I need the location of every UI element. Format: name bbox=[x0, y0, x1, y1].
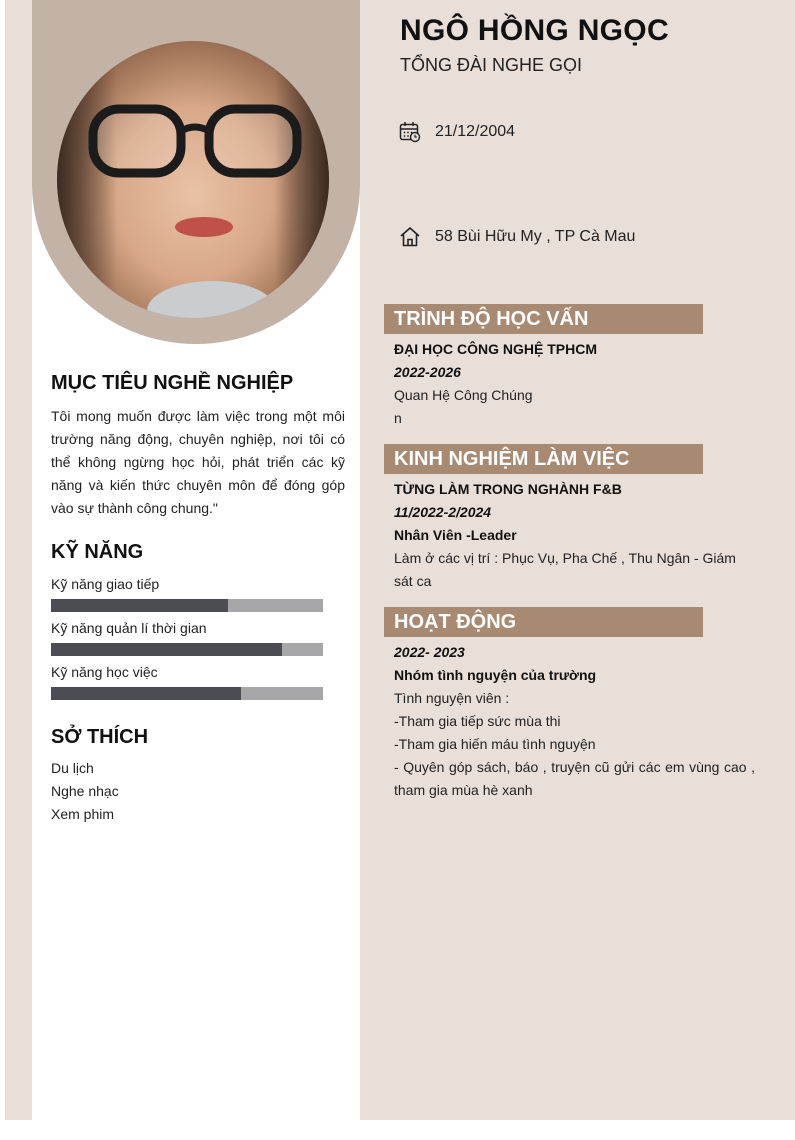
education-extra: n bbox=[394, 410, 402, 426]
skill-item bbox=[51, 662, 323, 700]
list-item: Xem phim bbox=[51, 806, 115, 822]
education-section bbox=[394, 338, 755, 430]
list-item: -Tham gia hiến máu tình nguyện bbox=[394, 736, 596, 752]
list-item: Nghe nhạc bbox=[51, 783, 119, 799]
skill-bar-fill bbox=[51, 599, 228, 612]
education-heading: TRÌNH ĐỘ HỌC VẤN bbox=[384, 304, 703, 334]
hobbies-list bbox=[51, 757, 345, 826]
list-item: Du lịch bbox=[51, 760, 94, 776]
skill-label: Kỹ năng quản lí thời gian bbox=[51, 620, 207, 636]
education-major: Quan Hệ Công Chúng bbox=[394, 387, 533, 403]
birthday-text: 21/12/2004 bbox=[435, 123, 516, 140]
objective-heading: MỤC TIÊU NGHỀ NGHIỆP bbox=[51, 372, 294, 394]
activities-organization: Nhóm tình nguyện của trường bbox=[394, 667, 597, 683]
home-icon bbox=[399, 226, 421, 248]
address-text: 58 Bùi Hữu My , TP Cà Mau bbox=[435, 228, 636, 245]
candidate-name: NGÔ HỒNG NGỌC bbox=[400, 14, 669, 47]
glasses-graphic bbox=[85, 103, 305, 179]
birthday-row bbox=[399, 121, 515, 143]
education-period: 2022-2026 bbox=[394, 364, 461, 380]
skill-bar bbox=[51, 687, 323, 700]
activities-section bbox=[394, 641, 755, 802]
activities-period: 2022- 2023 bbox=[394, 644, 465, 660]
skill-item bbox=[51, 574, 323, 612]
skill-label: Kỹ năng học việc bbox=[51, 664, 158, 680]
address-row bbox=[399, 226, 635, 248]
list-item: -Tham gia tiếp sức mùa thi bbox=[394, 713, 561, 729]
experience-description: Làm ở các vị trí : Phục Vụ, Pha Chế , Thu Ngân - Giám sát ca bbox=[394, 550, 736, 589]
calendar-icon bbox=[399, 121, 421, 143]
school-name: ĐẠI HỌC CÔNG NGHỆ TPHCM bbox=[394, 341, 597, 357]
experience-position: Nhân Viên -Leader bbox=[394, 527, 517, 543]
experience-period: 11/2022-2/2024 bbox=[394, 504, 492, 520]
objective-text: Tôi mong muốn được làm việc trong một môi trường năng động, chuyên nghiệp, nơi tôi có thể không ngừng học hỏi, phát triển các kỹ năng và kiến thức chuyên môn để đóng góp vào sự thành công chung." bbox=[51, 408, 345, 516]
skill-bar-fill bbox=[51, 643, 282, 656]
profile-photo bbox=[57, 41, 329, 318]
skill-item bbox=[51, 618, 323, 656]
skill-bar bbox=[51, 599, 323, 612]
experience-heading: KINH NGHIỆM LÀM VIỆC bbox=[384, 444, 703, 474]
skills-heading: KỸ NĂNG bbox=[51, 541, 144, 563]
skill-bar bbox=[51, 643, 323, 656]
experience-company: TỪNG LÀM TRONG NGHÀNH F&B bbox=[394, 481, 622, 497]
experience-section bbox=[394, 478, 755, 593]
activities-heading: HOẠT ĐỘNG bbox=[384, 607, 703, 637]
left-border-strip bbox=[5, 0, 32, 1120]
job-title: TỔNG ĐÀI NGHE GỌI bbox=[400, 55, 583, 75]
skill-label: Kỹ năng giao tiếp bbox=[51, 576, 160, 592]
activities-role: Tình nguyện viên : bbox=[394, 690, 510, 706]
list-item: - Quyên góp sách, báo , truyện cũ gửi các em vùng cao , tham gia mùa hè xanh bbox=[394, 759, 755, 798]
hobbies-heading: SỞ THÍCH bbox=[51, 726, 149, 748]
skill-bar-fill bbox=[51, 687, 241, 700]
